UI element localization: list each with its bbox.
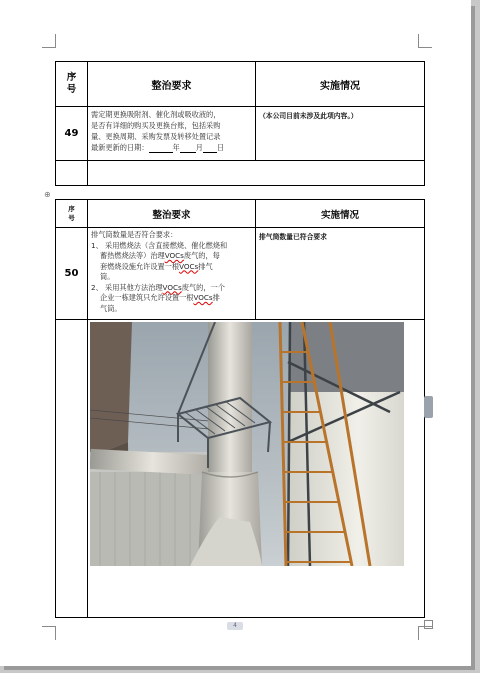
voc-term: VOCs [179,261,199,271]
col-header-implementation: 实施情况 [256,200,425,228]
req-line: 量、更换周期、采购发票及转移处置记录 [91,132,221,141]
voc-term: VOCs [162,282,182,292]
scroll-handle[interactable] [424,396,433,418]
col-header-requirement: 整治要求 [88,200,256,228]
date-month-label: 月 [195,143,203,152]
crop-mark [55,34,56,48]
req-line: 是否有详细的购买及更换台账，包括采购 [91,121,221,130]
table-item-49 [55,61,425,186]
crop-mark [418,626,419,640]
blank-year [149,144,173,153]
req-line: 气筒。 [100,303,122,313]
req-line: 排气 [198,261,213,271]
req-line: 套燃烧设施允许设置一根 [100,261,180,271]
implementation-text: 排气筒数量已符合要求 [256,228,425,320]
req-line: 废气的，一个 [181,282,225,292]
req-line: 1、 采用燃烧法（含直接燃烧、催化燃烧和 [91,240,228,250]
col-header-requirement: 整治要求 [88,62,256,107]
req-line: 最新更新的日期： [91,143,149,152]
page-shadow [4,666,475,670]
blank-day [203,144,217,153]
date-year-label: 年 [172,143,180,152]
exhaust-stack-photo [90,322,404,566]
page-number-indicator: 4 [227,622,243,630]
col-header-implementation: 实施情况 [256,62,425,107]
requirement-text [88,228,256,320]
date-day-label: 日 [216,143,225,152]
crop-mark [418,47,432,48]
req-line: 蓄热燃烧法等）治理 [100,251,165,260]
table-move-handle-icon[interactable]: ⊕ [44,190,51,199]
voc-term: VOCs [164,251,184,260]
page-shadow [471,6,475,668]
crop-mark [42,626,56,627]
crop-mark [418,34,419,48]
voc-term: VOCs [193,293,213,302]
req-intro: 排气筒数量是否符合要求： [91,230,178,239]
table-resize-handle-icon[interactable] [424,620,433,629]
item-number: 50 [56,228,88,320]
col-header-number: 序 号 [56,200,88,228]
requirement-text [88,107,256,161]
crop-mark [55,626,56,640]
req-line: 排 [212,293,220,302]
req-line: 企业一栋建筑只允许设置一根 [100,293,194,302]
req-line: 筒。 [100,272,115,281]
req-line: 废气的，每 [183,251,220,260]
empty-cell [56,320,88,618]
req-line: 2、 采用其他方法治理 [91,282,163,292]
blank-month [180,144,196,153]
empty-cell [56,161,88,186]
crop-mark [42,47,56,48]
empty-cell [88,161,425,186]
item-number: 49 [56,107,88,161]
col-header-number: 序 号 [56,62,88,107]
implementation-text: （本公司目前未涉及此项内容。） [256,107,425,161]
req-line: 需定期更换吸附剂、催化剂或吸收液的， [91,110,221,119]
